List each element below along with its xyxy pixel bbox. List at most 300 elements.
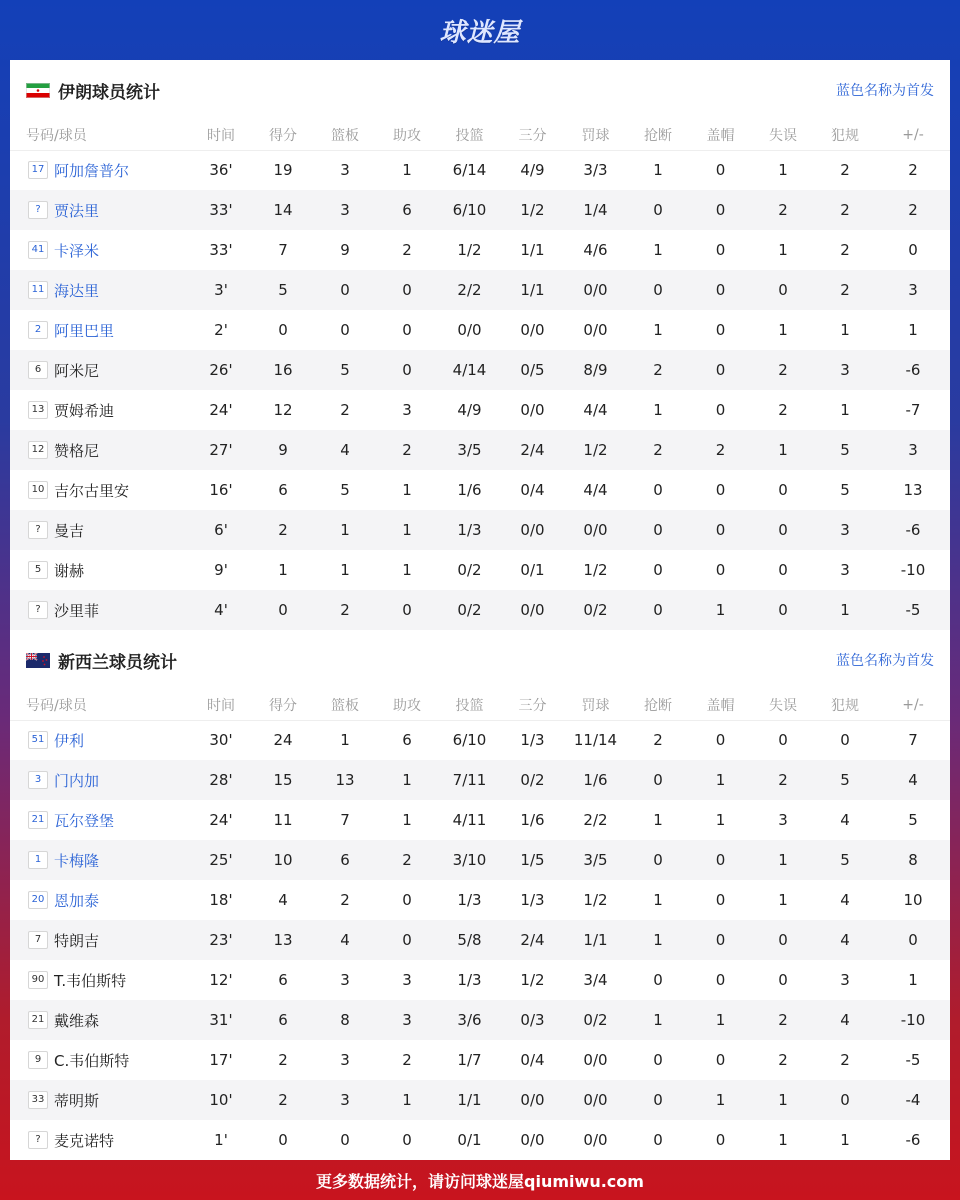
table-row[interactable] xyxy=(10,390,950,430)
stat-cell: 1 xyxy=(689,590,752,630)
player-cell[interactable] xyxy=(10,550,190,590)
stat-cell: -10 xyxy=(900,561,926,579)
stat-cell: 0 xyxy=(376,270,438,310)
stat-cell: 26' xyxy=(190,350,252,390)
stat-cell: 0 xyxy=(653,561,663,579)
stat-cell: 12' xyxy=(209,971,233,989)
stat-cell: 5 xyxy=(340,481,350,499)
table-row[interactable] xyxy=(10,1040,950,1080)
stat-cell: -5 xyxy=(876,590,950,630)
player-cell[interactable] xyxy=(10,800,190,840)
stat-cell: 2 xyxy=(876,190,950,230)
jersey-number: 12 xyxy=(28,441,48,459)
stat-cell: 2 xyxy=(402,1051,412,1069)
player-cell[interactable] xyxy=(10,470,190,510)
stat-cell: 1/1 xyxy=(501,270,564,310)
stat-cell: 1 xyxy=(376,510,438,550)
stat-cell: 4 xyxy=(876,760,950,800)
player-name[interactable]: 伊利 xyxy=(54,731,85,750)
stat-cell: 1/3 xyxy=(457,971,482,989)
stat-cell: 2 xyxy=(814,270,876,310)
stat-cell: 2 xyxy=(778,401,788,419)
jersey-number: 10 xyxy=(28,481,48,499)
column-header[interactable]: 犯规 xyxy=(814,690,876,720)
stat-cell: -7 xyxy=(905,401,921,419)
stat-cell: 0 xyxy=(715,401,726,419)
jersey-number: 51 xyxy=(28,731,48,749)
stat-cell: 0 xyxy=(340,1131,350,1149)
stat-cell: 9 xyxy=(340,241,350,259)
player-cell[interactable] xyxy=(10,1000,190,1040)
jersey-number: 90 xyxy=(28,971,48,989)
column-header[interactable]: 投篮 xyxy=(438,690,501,720)
table-row[interactable] xyxy=(10,430,950,470)
stat-cell: 0/0 xyxy=(501,590,564,630)
stat-cell: 4/4 xyxy=(583,481,608,499)
stat-cell: 5 xyxy=(814,430,876,470)
stat-cell: 4/14 xyxy=(438,350,501,390)
stat-cell: 3 xyxy=(778,811,788,829)
column-header[interactable]: 得分 xyxy=(252,690,314,720)
column-header[interactable]: 三分 xyxy=(501,120,564,150)
column-header[interactable]: 号码/球员 xyxy=(10,120,190,150)
section-title: 伊朗球员统计 xyxy=(58,82,160,103)
stat-cell: 1/6 xyxy=(520,811,545,829)
stat-cell: 13 xyxy=(903,481,923,499)
table-row[interactable] xyxy=(10,720,950,760)
stat-cell: 5 xyxy=(908,811,918,829)
player-cell[interactable] xyxy=(10,1120,190,1160)
stat-cell: 3 xyxy=(876,430,950,470)
player-stats-table xyxy=(10,690,950,1160)
stat-cell: 1 xyxy=(778,321,788,339)
jersey-number: 21 xyxy=(28,811,48,829)
player-cell[interactable] xyxy=(10,310,190,350)
stat-cell: 0/2 xyxy=(438,590,501,630)
player-cell[interactable] xyxy=(10,1080,190,1120)
jersey-number: 5 xyxy=(28,561,48,579)
new-zealand-flag-icon xyxy=(26,653,58,668)
stat-cell: 0 xyxy=(752,590,814,630)
stat-cell: 1 xyxy=(908,321,918,339)
stat-cell: 9 xyxy=(252,430,314,470)
stat-cell: 0 xyxy=(752,510,814,550)
column-header[interactable]: 抢断 xyxy=(627,120,689,150)
stat-cell: 0 xyxy=(715,1131,726,1149)
stat-cell: 2 xyxy=(627,430,689,470)
stat-cell: 1 xyxy=(715,811,726,829)
stat-cell: 1 xyxy=(653,321,663,339)
stat-cell: 8 xyxy=(314,1000,376,1040)
stat-cell: 11 xyxy=(273,811,293,829)
stat-cell: 10 xyxy=(252,840,314,880)
stat-cell: 1 xyxy=(627,1000,689,1040)
column-header[interactable]: 犯规 xyxy=(814,120,876,150)
stat-cell: 0/1 xyxy=(520,561,545,579)
stat-cell: 16 xyxy=(252,350,314,390)
column-header[interactable]: 失误 xyxy=(752,120,814,150)
stat-cell: 0/0 xyxy=(583,1131,608,1149)
column-header[interactable]: 盖帽 xyxy=(689,120,752,150)
stat-cell: 6 xyxy=(314,840,376,880)
player-name[interactable]: 谢赫 xyxy=(54,561,85,580)
jersey-number: 13 xyxy=(28,401,48,419)
stat-cell: 0 xyxy=(715,561,726,579)
table-row[interactable] xyxy=(10,840,950,880)
player-cell[interactable] xyxy=(10,390,190,430)
column-header[interactable]: 得分 xyxy=(252,120,314,150)
stat-cell: 4 xyxy=(814,920,876,960)
column-header[interactable]: +/- xyxy=(876,120,950,150)
column-header[interactable]: 时间 xyxy=(190,120,252,150)
player-name[interactable]: 瓦尔登堡 xyxy=(54,811,115,830)
stat-cell: 1 xyxy=(653,401,663,419)
stat-cell: 7 xyxy=(908,731,918,750)
stat-cell: 0 xyxy=(715,161,726,180)
stat-cell: 2/2 xyxy=(438,270,501,310)
table-row[interactable] xyxy=(10,1120,950,1160)
stat-cell: 5 xyxy=(252,270,314,310)
stat-cell: 2 xyxy=(340,401,350,419)
stat-cell: 0/0 xyxy=(564,1080,627,1120)
stat-cell: 2 xyxy=(653,731,663,750)
stat-cell: 0 xyxy=(653,1051,663,1069)
jersey-number: ? xyxy=(28,1131,48,1149)
stat-cell: 33' xyxy=(190,190,252,230)
jersey-number: 3 xyxy=(28,771,48,789)
stat-cell: 0 xyxy=(653,481,663,499)
stat-cell: 1 xyxy=(689,760,752,800)
stat-cell: 4 xyxy=(278,891,288,909)
stat-cell: 0/0 xyxy=(457,321,482,339)
column-header[interactable]: 助攻 xyxy=(376,120,438,150)
stat-cell: 27' xyxy=(190,430,252,470)
stat-cell: 7 xyxy=(278,241,288,259)
stat-cell: 0 xyxy=(314,270,376,310)
stat-cell: 0 xyxy=(376,590,438,630)
player-stats-table xyxy=(10,120,950,630)
player-cell[interactable] xyxy=(10,150,190,190)
stat-cell: 0 xyxy=(715,891,726,909)
stat-cell: 0 xyxy=(689,510,752,550)
table-row[interactable] xyxy=(10,310,950,350)
stat-cell: 0 xyxy=(627,190,689,230)
stat-cell: -4 xyxy=(876,1080,950,1120)
stat-cell: 1 xyxy=(376,760,438,800)
stat-cell: 0/2 xyxy=(501,760,564,800)
stat-cell: 14 xyxy=(252,190,314,230)
footer-banner[interactable] xyxy=(0,1160,960,1200)
player-name[interactable]: 蒂明斯 xyxy=(54,1091,100,1110)
jersey-number: 17 xyxy=(28,161,48,179)
stat-cell: 1/1 xyxy=(438,1080,501,1120)
column-header[interactable]: 时间 xyxy=(190,690,252,720)
stat-cell: 2 xyxy=(840,161,850,180)
stat-cell: 3 xyxy=(402,971,412,989)
stat-cell: 1 xyxy=(653,811,663,829)
stat-cell: 0/0 xyxy=(520,1131,545,1149)
stat-cell: 17' xyxy=(209,1051,233,1069)
player-name[interactable]: 曼吉 xyxy=(54,521,85,540)
player-name[interactable]: T.韦伯斯特 xyxy=(54,971,127,990)
column-header[interactable]: 罚球 xyxy=(564,120,627,150)
stat-cell: 1 xyxy=(340,561,350,579)
stat-cell: 1 xyxy=(752,840,814,880)
stat-cell: 0 xyxy=(402,1131,412,1149)
stat-cell: -10 xyxy=(876,1000,950,1040)
column-header[interactable]: 罚球 xyxy=(564,690,627,720)
stat-cell: 0 xyxy=(715,241,726,259)
stat-cell: 2 xyxy=(314,590,376,630)
table-row[interactable] xyxy=(10,470,950,510)
stat-cell: 1/3 xyxy=(457,891,482,909)
column-header[interactable]: 助攻 xyxy=(376,690,438,720)
table-row[interactable] xyxy=(10,550,950,590)
stat-cell: 4/9 xyxy=(520,161,545,180)
stat-cell: 6 xyxy=(278,481,288,499)
stat-cell: 0 xyxy=(778,731,788,750)
stat-cell: 6 xyxy=(376,190,438,230)
table-row[interactable] xyxy=(10,960,950,1000)
stat-cell: 4 xyxy=(314,430,376,470)
stat-cell: 1 xyxy=(689,1000,752,1040)
stat-cell: 3 xyxy=(402,401,412,419)
stat-cell: 0/5 xyxy=(501,350,564,390)
stat-cell: 0 xyxy=(627,1080,689,1120)
player-name[interactable]: 戴维森 xyxy=(54,1011,100,1030)
player-cell[interactable] xyxy=(10,1040,190,1080)
player-name[interactable]: 贾法里 xyxy=(54,201,100,220)
player-cell[interactable] xyxy=(10,350,190,390)
stat-cell: 0 xyxy=(715,481,726,499)
stat-cell: 1 xyxy=(752,1080,814,1120)
stat-cell: 0 xyxy=(778,561,788,579)
player-cell[interactable] xyxy=(10,190,190,230)
stat-cell: 0/0 xyxy=(564,270,627,310)
column-header[interactable]: 抢断 xyxy=(627,690,689,720)
stat-cell: 0 xyxy=(252,590,314,630)
column-header[interactable]: 盖帽 xyxy=(689,690,752,720)
player-cell[interactable] xyxy=(10,720,190,760)
stat-cell: 6/10 xyxy=(438,190,501,230)
stat-cell: 1' xyxy=(214,1131,228,1149)
stat-cell: 0 xyxy=(278,1131,288,1149)
player-name[interactable]: 吉尔古里安 xyxy=(54,481,130,500)
stat-cell: 6 xyxy=(278,971,288,989)
table-row[interactable] xyxy=(10,1000,950,1040)
player-cell[interactable] xyxy=(10,270,190,310)
stat-cell: 15 xyxy=(252,760,314,800)
player-name[interactable]: 门内加 xyxy=(54,771,100,790)
stat-cell: 7 xyxy=(340,811,350,829)
table-row[interactable] xyxy=(10,190,950,230)
iran-section xyxy=(10,60,950,630)
player-name[interactable]: 卡梅隆 xyxy=(54,851,100,870)
stat-cell: 3/5 xyxy=(564,840,627,880)
column-header[interactable]: 投篮 xyxy=(438,120,501,150)
column-header[interactable]: 号码/球员 xyxy=(10,690,190,720)
stat-cell: 2 xyxy=(376,840,438,880)
stat-cell: 7/11 xyxy=(438,760,501,800)
stat-cell: 1 xyxy=(340,731,350,750)
player-name[interactable]: 海达里 xyxy=(54,281,100,300)
column-header[interactable]: +/- xyxy=(876,690,950,720)
stat-cell: 5/8 xyxy=(438,920,501,960)
stat-cell: 0/0 xyxy=(520,401,545,419)
stat-cell: 1 xyxy=(402,161,412,180)
player-name[interactable]: 赞格尼 xyxy=(54,441,100,460)
stat-cell: 0 xyxy=(814,1080,876,1120)
stat-cell: 30' xyxy=(209,731,233,750)
player-cell[interactable] xyxy=(10,760,190,800)
new-zealand-section xyxy=(10,630,950,1160)
stat-cell: 1 xyxy=(778,891,788,909)
player-cell[interactable] xyxy=(10,880,190,920)
stat-cell: 0 xyxy=(752,270,814,310)
player-cell[interactable] xyxy=(10,230,190,270)
stat-cell: 2 xyxy=(908,161,918,180)
stat-cell: 19 xyxy=(273,161,293,180)
stat-cell: 0 xyxy=(689,350,752,390)
stat-cell: 2 xyxy=(252,510,314,550)
player-name[interactable]: 阿加詹普尔 xyxy=(54,161,130,180)
stat-cell: 0 xyxy=(876,920,950,960)
table-row[interactable] xyxy=(10,880,950,920)
player-name[interactable]: 卡泽米 xyxy=(54,241,100,260)
stat-cell: 0/3 xyxy=(501,1000,564,1040)
player-cell[interactable] xyxy=(10,430,190,470)
stat-cell: 0 xyxy=(778,481,788,499)
player-cell[interactable] xyxy=(10,920,190,960)
player-cell[interactable] xyxy=(10,840,190,880)
stat-cell: 1 xyxy=(278,561,288,579)
stat-cell: 24 xyxy=(273,731,293,750)
stat-cell: 1/2 xyxy=(520,971,545,989)
player-cell[interactable] xyxy=(10,590,190,630)
player-name[interactable]: 贾姆希迪 xyxy=(54,401,115,420)
stat-cell: 2 xyxy=(752,760,814,800)
table-row[interactable] xyxy=(10,800,950,840)
stat-cell: 1 xyxy=(814,590,876,630)
stat-cell: 6/14 xyxy=(452,161,487,180)
stat-cell: 3 xyxy=(314,190,376,230)
column-header[interactable]: 三分 xyxy=(501,690,564,720)
stat-cell: 1 xyxy=(752,430,814,470)
stat-cell: 13 xyxy=(314,760,376,800)
stat-cell: 2 xyxy=(840,1051,850,1069)
table-row[interactable] xyxy=(10,230,950,270)
site-logo: 球迷屋 xyxy=(439,17,521,48)
table-row[interactable] xyxy=(10,760,950,800)
stat-cell: 4/9 xyxy=(457,401,482,419)
stat-cell: 1 xyxy=(653,891,663,909)
table-row[interactable] xyxy=(10,510,950,550)
stat-cell: 2 xyxy=(752,1000,814,1040)
stat-cell: 2' xyxy=(214,321,228,339)
stat-cell: 3 xyxy=(840,971,850,989)
section-header xyxy=(10,60,950,120)
stat-cell: 24' xyxy=(209,401,233,419)
stat-cell: 2 xyxy=(402,241,412,259)
stat-cell: 8 xyxy=(876,840,950,880)
stat-cell: 0 xyxy=(689,270,752,310)
stat-cell: -6 xyxy=(905,1131,921,1149)
table-row[interactable] xyxy=(10,920,950,960)
player-name[interactable]: 阿里巴里 xyxy=(54,321,115,340)
player-name[interactable]: C.韦伯斯特 xyxy=(54,1051,130,1070)
jersey-number: 7 xyxy=(28,931,48,949)
stat-cell: 0/1 xyxy=(457,1131,482,1149)
stat-cell: 1 xyxy=(778,1131,788,1149)
stat-cell: 3 xyxy=(876,270,950,310)
player-name[interactable]: 阿米尼 xyxy=(54,361,100,380)
stat-cell: 3 xyxy=(340,971,350,989)
stat-cell: 4/11 xyxy=(452,811,487,829)
stat-cell: 2 xyxy=(278,1051,288,1069)
column-header[interactable]: 篮板 xyxy=(314,690,376,720)
player-cell[interactable] xyxy=(10,510,190,550)
player-cell[interactable] xyxy=(10,960,190,1000)
stat-cell: 2 xyxy=(778,1051,788,1069)
player-name[interactable]: 恩加泰 xyxy=(54,891,100,910)
stat-cell: 0 xyxy=(908,241,918,259)
jersey-number: 6 xyxy=(28,361,48,379)
stat-cell: 3/5 xyxy=(438,430,501,470)
stat-cell: 10 xyxy=(903,891,923,909)
table-row[interactable] xyxy=(10,1080,950,1120)
stat-cell: 0 xyxy=(653,971,663,989)
stat-cell: 2/2 xyxy=(583,811,608,829)
column-header[interactable]: 失误 xyxy=(752,690,814,720)
jersey-number: ? xyxy=(28,521,48,539)
player-name[interactable]: 特朗吉 xyxy=(54,931,100,950)
player-name[interactable]: 麦克诺特 xyxy=(54,1131,115,1150)
stat-cell: 0 xyxy=(689,920,752,960)
top-header xyxy=(0,0,960,60)
stat-cell: 4 xyxy=(814,1000,876,1040)
table-row[interactable] xyxy=(10,350,950,390)
stat-cell: 0/0 xyxy=(501,510,564,550)
stat-cell: 1/4 xyxy=(564,190,627,230)
stat-cell: 0 xyxy=(752,920,814,960)
stat-cell: 4 xyxy=(314,920,376,960)
stat-cell: 0/0 xyxy=(583,1051,608,1069)
jersey-number: ? xyxy=(28,201,48,219)
stat-cell: 0 xyxy=(376,920,438,960)
player-name[interactable]: 沙里菲 xyxy=(54,601,100,620)
stat-cell: 0/4 xyxy=(520,481,545,499)
table-row[interactable] xyxy=(10,270,950,310)
stat-cell: 3/4 xyxy=(583,971,608,989)
stat-cell: 6/10 xyxy=(452,731,487,750)
stat-cell: 2 xyxy=(627,350,689,390)
jersey-number: 41 xyxy=(28,241,48,259)
stat-cell: 24' xyxy=(209,811,233,829)
table-row[interactable] xyxy=(10,590,950,630)
column-header[interactable]: 篮板 xyxy=(314,120,376,150)
footer-text[interactable]: 更多数据统计，请访问球迷屋qiumiwu.com xyxy=(316,1171,644,1191)
stat-cell: 0 xyxy=(278,321,288,339)
stat-cell: 0 xyxy=(376,350,438,390)
section-title-wrap xyxy=(26,78,160,103)
stat-cell: 1 xyxy=(627,920,689,960)
stat-cell: -5 xyxy=(905,1051,921,1069)
stat-cell: 1/2 xyxy=(583,561,608,579)
starter-note: 蓝色名称为首发 xyxy=(836,83,934,99)
stat-cell: 0 xyxy=(627,760,689,800)
table-row[interactable] xyxy=(10,150,950,190)
stat-cell: 8/9 xyxy=(564,350,627,390)
